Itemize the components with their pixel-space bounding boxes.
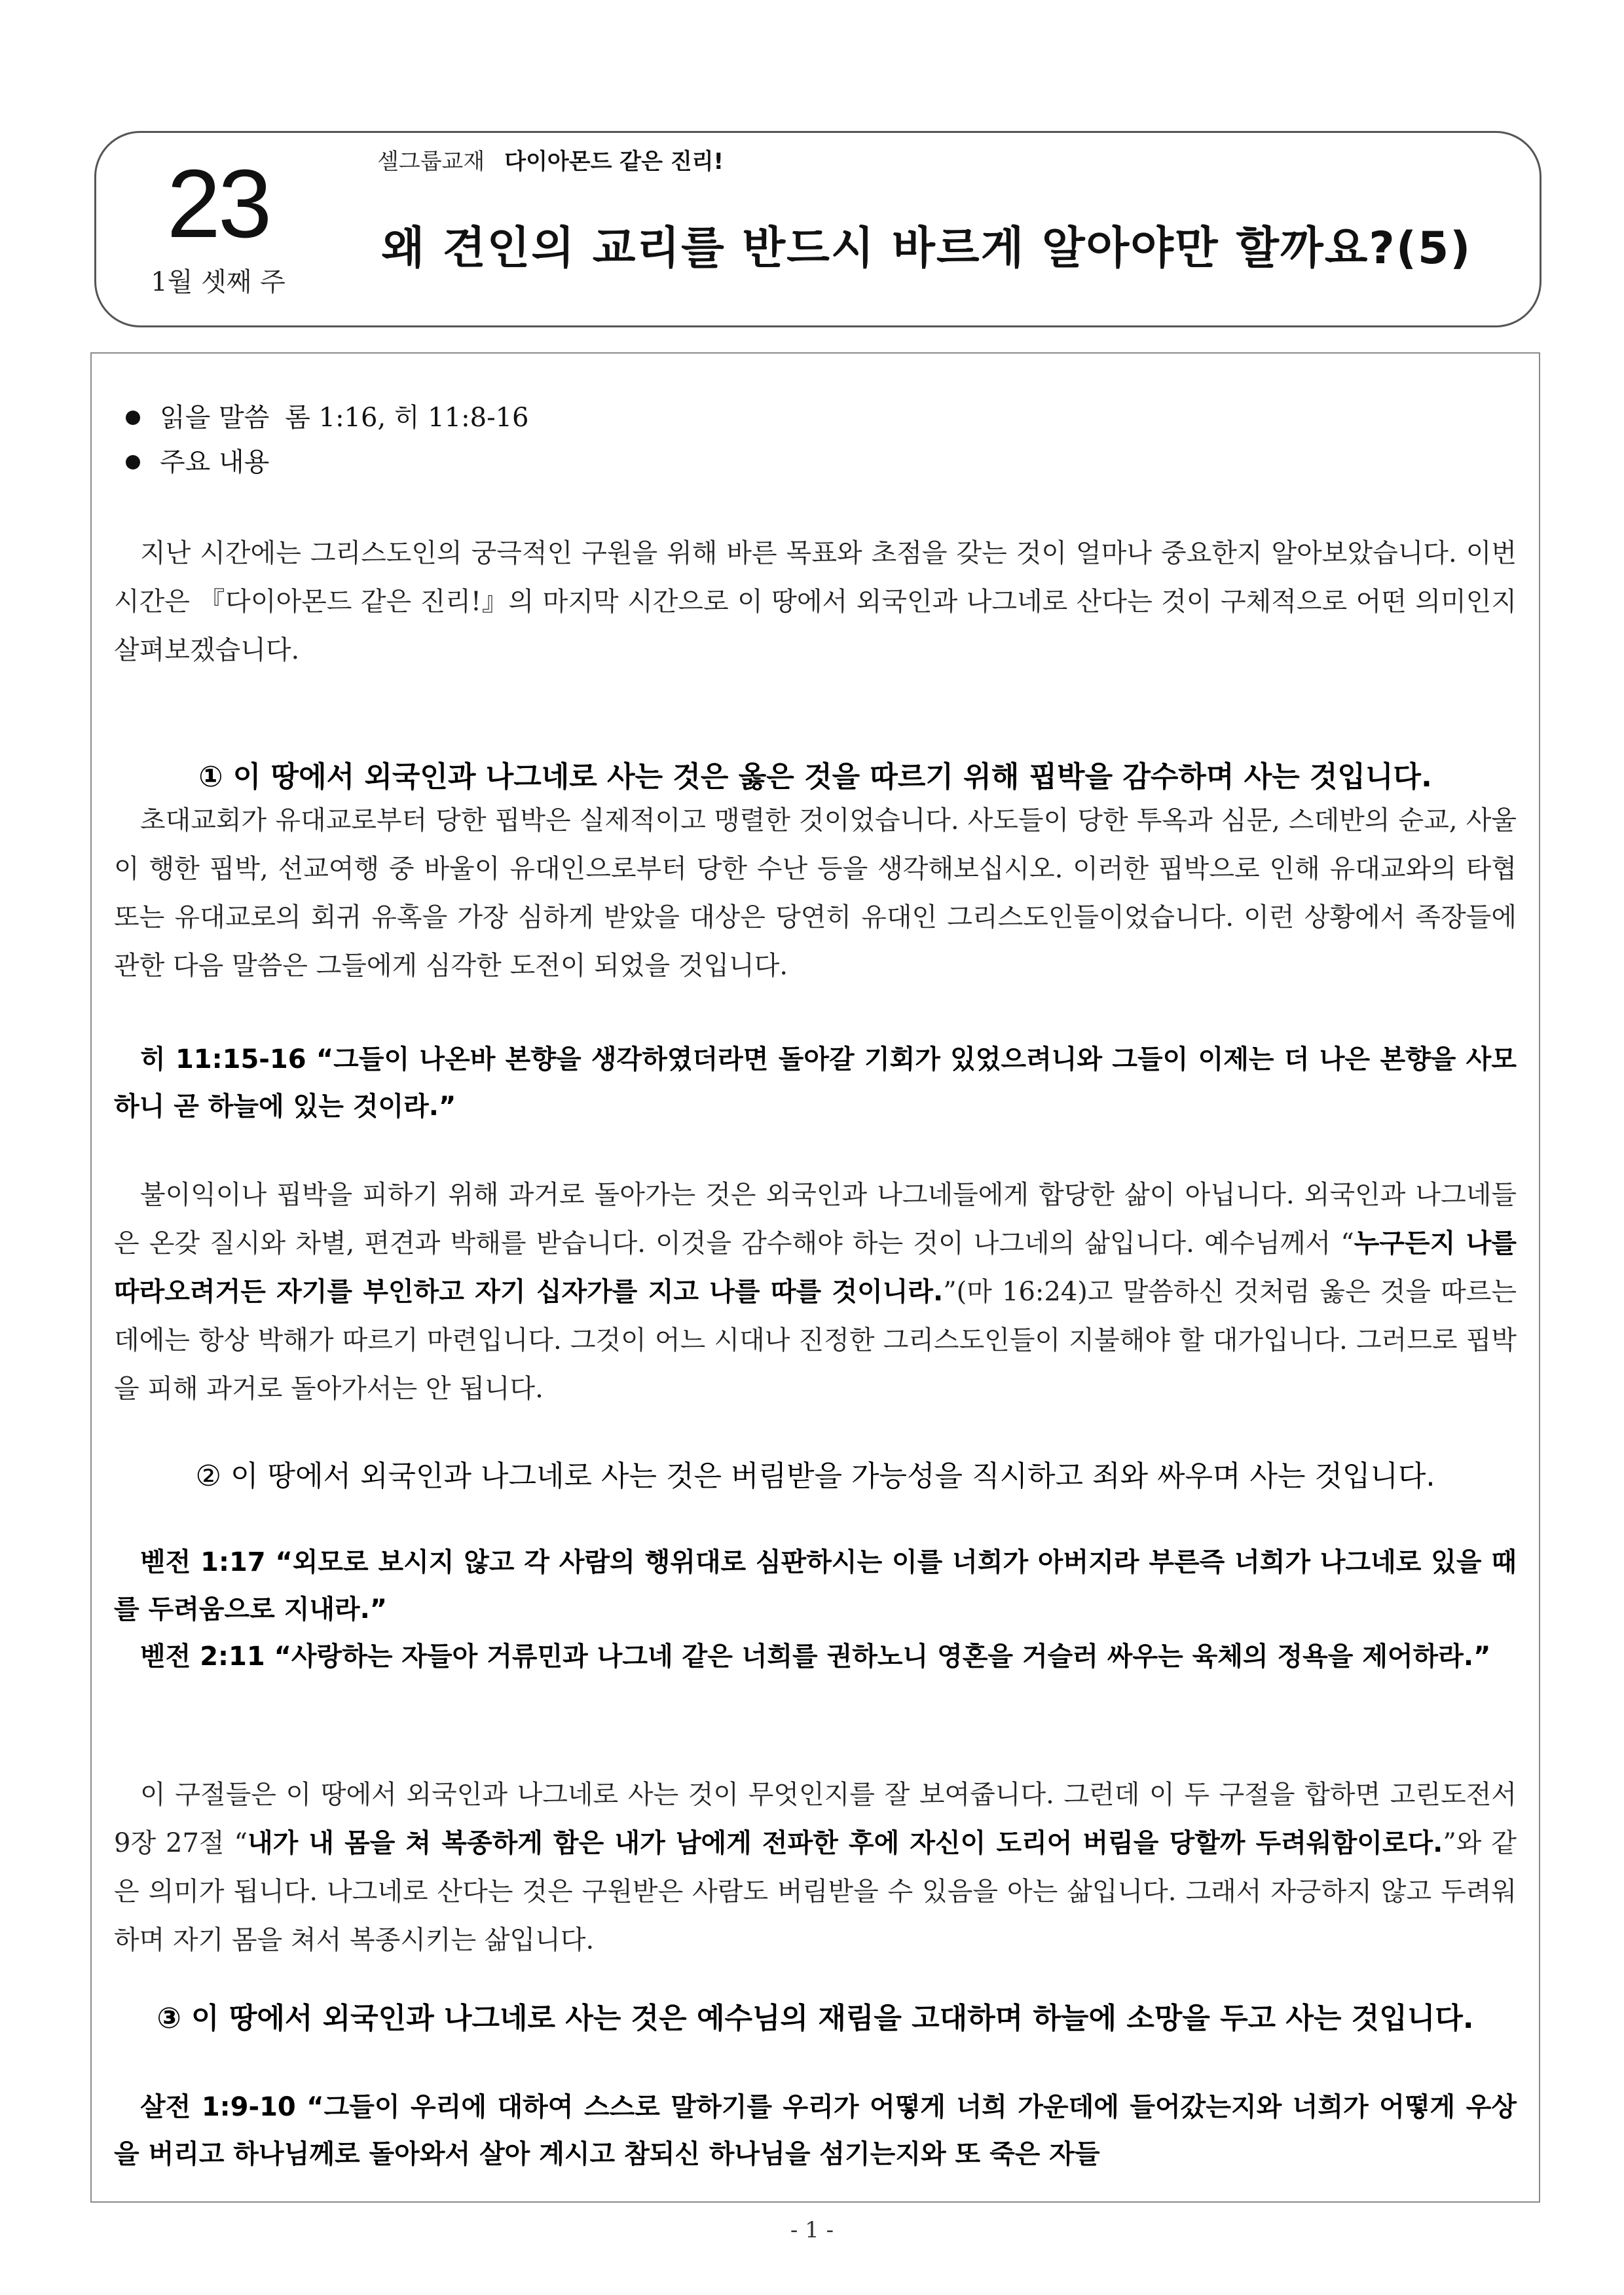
bullet-icon bbox=[126, 411, 140, 425]
point1-body2 bbox=[114, 1171, 1517, 1413]
point1-verse: 히 11:15-16 “그들이 나온바 본향을 생각하였더라면 돌아갈 기회가 있었으려니와 그들이 이제는 더 나은 본향을 사모하니 곧 하늘에 있는 것이라.” bbox=[114, 1044, 1517, 1122]
week-label: 1월 셋째 주 bbox=[151, 267, 286, 297]
reading-row bbox=[126, 399, 528, 436]
scripture-quote: 누구든지 나를 따라오려거든 자기를 부인하고 자기 십자가를 지고 나를 따를 것이니라. bbox=[114, 1228, 1517, 1307]
point2-verse1: 벧전 1:17 “외모로 보시지 않고 각 사람의 행위대로 심판하시는 이를 너희가 아버지라 부른즉 너희가 나그네로 있을 때를 두려움으로 지내라.” bbox=[114, 1547, 1517, 1625]
page-number: - 1 - bbox=[790, 2217, 834, 2243]
main-content-label: 주요 내용 bbox=[160, 447, 270, 477]
series-book: 셀그룹교재 bbox=[377, 149, 485, 175]
point2-verse2: 벧전 2:11 “사랑하는 자들아 거류민과 나그네 같은 너희를 권하노니 영혼을 거슬러 싸우는 육체의 정욕을 제어하라.” bbox=[140, 1642, 1491, 1672]
point1-body: 초대교회가 유대교로부터 당한 핍박은 실제적이고 맹렬한 것이었습니다. 사도들이 당한 투옥과 심문, 스데반의 순교, 사울이 행한 핍박, 선교여행 중 바울이 유대인으로부터 당한 수난 등을 생각해보십시오. 이러한 핍박으로 인해 유대교와의 타협 또는 유대교로의 회귀 유혹을 가장 심하게 받았을 대상은 당연히 유대인 그리스도인들이었습니다. 이런 상황에서 족장들에 관한 다음 말씀은 그들에게 심각한 도전이 되었을 것입니다. bbox=[114, 805, 1517, 981]
bullet-icon bbox=[126, 455, 140, 469]
point2-heading: ② 이 땅에서 외국인과 나그네로 사는 것은 버림받을 가능성을 직시하고 죄와 싸우며 사는 것입니다. bbox=[195, 1460, 1435, 1493]
body-text: ”(마 16:24)고 말씀하신 것처럼 옳은 것을 따르는 데에는 항상 박해가 따르기 마련입니다. 그것이 어느 시대나 진정한 그리스도인들이 지불해야 할 대가입니다. 그러므로 핍박을 피해 과거로 돌아가서는 안 됩니다. bbox=[114, 1277, 1517, 1404]
point3-verse: 살전 1:9-10 “그들이 우리에 대하여 스스로 말하기를 우리가 어떻게 너희 가운데에 들어갔는지와 너희가 어떻게 우상을 버리고 하나님께로 돌아와서 살아 계시고 참되신 하나님을 섬기는지와 또 죽은 자들 bbox=[114, 2092, 1517, 2169]
lesson-number: 23 bbox=[166, 150, 270, 258]
body-text: ”와 같은 의미가 됩니다. 나그네로 산다는 것은 구원받은 사람도 버림받을 수 있음을 아는 삶입니다. 그래서 자긍하지 않고 두려워하며 자기 몸을 쳐서 복종시키는 삶입니다. bbox=[114, 1828, 1517, 1955]
body-text: 불이익이나 핍박을 피하기 위해 과거로 돌아가는 것은 외국인과 나그네들에게 합당한 삶이 아닙니다. 외국인과 나그네들은 온갖 질시와 차별, 편견과 박해를 받습니다. 이것을 감수해야 하는 것이 나그네의 삶입니다. 예수님께서 “ bbox=[114, 1180, 1517, 1258]
point2-body bbox=[114, 1771, 1517, 1964]
series-title: 다이아몬드 같은 진리! bbox=[504, 149, 724, 175]
reading-label: 읽을 말씀 bbox=[160, 403, 270, 433]
main-content-row bbox=[126, 444, 269, 481]
intro-paragraph: 지난 시간에는 그리스도인의 궁극적인 구원을 위해 바른 목표와 초점을 갖는 것이 얼마나 중요한지 알아보았습니다. 이번 시간은 『다이아몬드 같은 진리!』의 마지막 시간으로 이 땅에서 외국인과 나그네로 산다는 것이 구체적으로 어떤 의미인지 살펴보겠습니다. bbox=[114, 538, 1517, 665]
reading-text: 롬 1:16, 히 11:8-16 bbox=[285, 403, 529, 433]
point3-heading: ③ 이 땅에서 외국인과 나그네로 사는 것은 예수님의 재림을 고대하며 하늘에 소망을 두고 사는 것입니다. bbox=[157, 2002, 1474, 2035]
page-title: 왜 견인의 교리를 반드시 바르게 알아야만 할까요?(5) bbox=[381, 223, 1472, 274]
body-text: 이 구절들은 이 땅에서 외국인과 나그네로 사는 것이 무엇인지를 잘 보여줍니다. 그런데 이 두 구절을 합하면 고린도전서 9장 27절 “ bbox=[114, 1780, 1517, 1858]
series-line bbox=[377, 147, 724, 177]
point1-heading: ① 이 땅에서 외국인과 나그네로 사는 것은 옳은 것을 따르기 위해 핍박을 감수하며 사는 것입니다. bbox=[198, 760, 1432, 794]
scripture-quote: 내가 내 몸을 쳐 복종하게 함은 내가 남에게 전파한 후에 자신이 도리어 버림을 당할까 두려워함이로다. bbox=[247, 1828, 1443, 1858]
